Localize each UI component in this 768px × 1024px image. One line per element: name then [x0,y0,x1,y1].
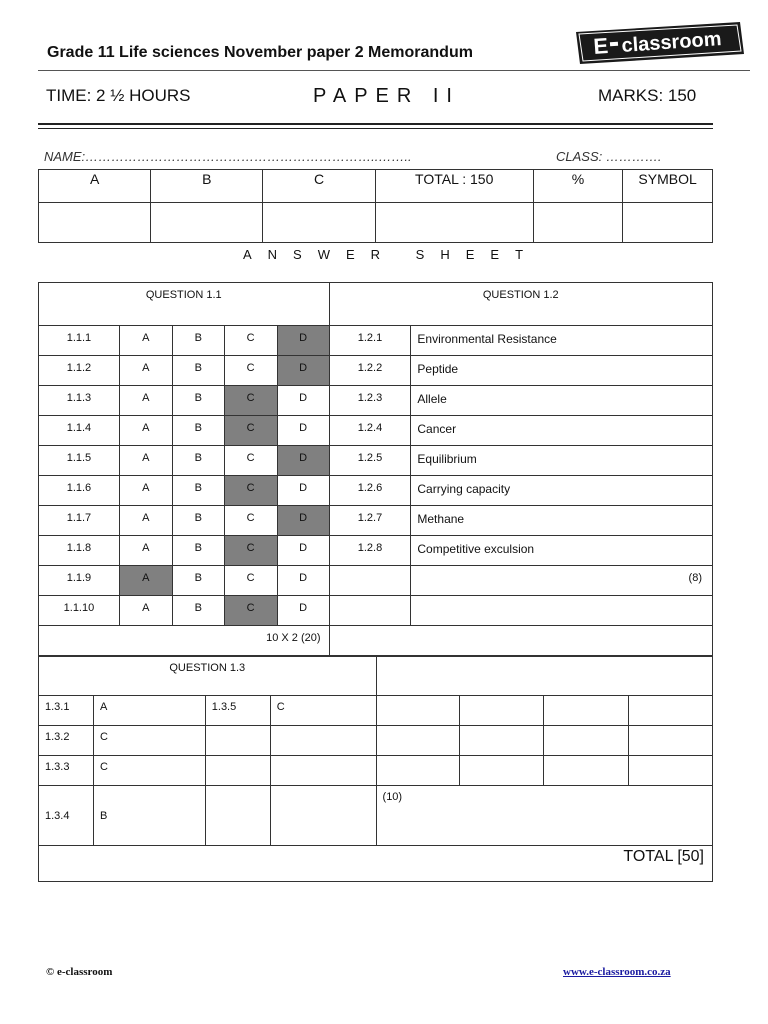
q12-number: 1.2.3 [329,386,411,416]
empty-cell [544,696,629,726]
q12-number: 1.2.1 [329,326,411,356]
q11-option-b: B [172,536,224,566]
divider-thick [38,123,713,125]
q11-number: 1.1.8 [39,536,120,566]
q11-number: 1.1.2 [39,356,120,386]
empty-cell [329,626,712,657]
q11-number: 1.1.9 [39,566,120,596]
score-header-total: TOTAL : 150 [375,170,533,203]
q13-answer: C [93,756,205,786]
q11-option-b: B [172,596,224,626]
q11-option-d: D [277,356,329,386]
q13-number-2: 1.3.5 [205,696,270,726]
q11-option-a: A [119,416,172,446]
score-header-c: C [263,170,375,203]
q11-option-a: A [119,536,172,566]
score-table [38,169,713,243]
q11-option-b: B [172,416,224,446]
table-row [39,596,713,626]
score-cell [375,203,533,243]
question-1-3-title: QUESTION 1.3 [39,656,377,696]
q11-number: 1.1.3 [39,386,120,416]
q11-option-a: A [119,476,172,506]
paper-label: PAPER II [313,85,460,107]
q12-number: 1.2.7 [329,506,411,536]
answer-sheet-title: ANSWER SHEET [243,247,540,262]
score-cell [623,203,713,243]
q11-option-c: C [224,326,277,356]
q11-option-c: C [224,596,277,626]
q11-option-b: B [172,326,224,356]
q11-number: 1.1.7 [39,506,120,536]
q11-option-c: C [224,446,277,476]
q12-answer: Equilibrium [411,446,713,476]
q12-number: 1.2.2 [329,356,411,386]
q11-option-a: A [119,386,172,416]
empty-cell [329,596,411,626]
q13-answer-2 [270,786,376,846]
header-divider [38,70,750,71]
marks-label: MARKS: 150 [598,86,697,105]
q11-option-b: B [172,506,224,536]
table-row [39,446,713,476]
q12-marks: (8) [411,566,713,596]
table-row [39,536,713,566]
question-1-1-title: QUESTION 1.1 [39,283,330,326]
footer-website-link[interactable]: www.e-classroom.co.za [563,966,671,978]
q11-number: 1.1.1 [39,326,120,356]
time-label: TIME: 2 ½ HOURS [46,86,191,105]
empty-cell [629,726,713,756]
score-cell [263,203,375,243]
q13-number: 1.3.4 [39,786,94,846]
score-header-symbol: SYMBOL [623,170,713,203]
table-row [39,356,713,386]
q11-option-c: C [224,536,277,566]
table-row [39,566,713,596]
q13-number: 1.3.2 [39,726,94,756]
q11-option-d: D [277,476,329,506]
empty-cell [544,756,629,786]
table-row [39,326,713,356]
q11-option-c: C [224,476,277,506]
table-row [39,786,713,846]
q11-number: 1.1.10 [39,596,120,626]
document-title: Grade 11 Life sciences November paper 2 Memorandum [47,44,473,61]
empty-cell [376,756,460,786]
q13-answer-2 [270,756,376,786]
q11-option-d: D [277,326,329,356]
table-row [39,506,713,536]
empty-cell [376,656,712,696]
q11-option-c: C [224,416,277,446]
q11-option-a: A [119,596,172,626]
q12-answer: Carrying capacity [411,476,713,506]
q13-answer-2 [270,726,376,756]
q11-option-d: D [277,506,329,536]
empty-cell [544,726,629,756]
q11-number: 1.1.4 [39,416,120,446]
q11-option-b: B [172,356,224,386]
q11-marks: 10 X 2 (20) [39,626,330,657]
q12-answer: Environmental Resistance [411,326,713,356]
score-header-a: A [39,170,151,203]
q11-option-a: A [119,566,172,596]
empty-cell [411,596,713,626]
q12-answer: Cancer [411,416,713,446]
q11-option-c: C [224,386,277,416]
q13-number: 1.3.1 [39,696,94,726]
q11-option-a: A [119,506,172,536]
empty-cell [629,756,713,786]
table-row [39,416,713,446]
q13-number-2 [205,756,270,786]
q12-answer: Allele [411,386,713,416]
q11-option-b: B [172,476,224,506]
q11-option-d: D [277,386,329,416]
q11-option-d: D [277,416,329,446]
q11-option-c: C [224,506,277,536]
question-1-2-title: QUESTION 1.2 [329,283,712,326]
q11-option-d: D [277,446,329,476]
question-1-3-table [38,655,713,882]
q12-answer: Peptide [411,356,713,386]
q13-answer: B [93,786,205,846]
q12-answer: Methane [411,506,713,536]
q13-answer-2: C [270,696,376,726]
svg-text:E: E [592,33,610,59]
table-row [39,726,713,756]
table-row [39,386,713,416]
q11-option-c: C [224,356,277,386]
score-header-b: B [151,170,263,203]
q11-option-d: D [277,566,329,596]
q13-answer: C [93,726,205,756]
table-row [39,756,713,786]
score-cell [533,203,622,243]
empty-cell [629,696,713,726]
divider-thin [38,128,713,129]
score-header-percent: % [533,170,622,203]
q12-number: 1.2.4 [329,416,411,446]
table-row [39,476,713,506]
q13-number-2 [205,786,270,846]
answer-table [38,282,713,657]
q13-marks: (10) [376,786,712,846]
q11-option-b: B [172,446,224,476]
empty-cell [376,696,460,726]
q11-option-b: B [172,566,224,596]
q13-number-2 [205,726,270,756]
q11-option-a: A [119,326,172,356]
q11-number: 1.1.5 [39,446,120,476]
q11-option-d: D [277,536,329,566]
e-classroom-logo [570,20,746,66]
total-label: TOTAL [50] [39,846,713,882]
footer-copyright: © e-classroom [46,966,113,978]
score-cell [151,203,263,243]
q12-number: 1.2.5 [329,446,411,476]
q11-option-c: C [224,566,277,596]
empty-cell [329,566,411,596]
q11-option-a: A [119,446,172,476]
q12-answer: Competitive exculsion [411,536,713,566]
name-field: NAME:…………………………………………………………..…….. [44,149,412,164]
score-cell [39,203,151,243]
svg-text:classroom: classroom [620,28,723,57]
class-field: CLASS: …………. [556,149,662,164]
empty-cell [460,756,544,786]
empty-cell [460,696,544,726]
q11-option-b: B [172,386,224,416]
empty-cell [376,726,460,756]
q12-number: 1.2.8 [329,536,411,566]
empty-cell [460,726,544,756]
q11-option-d: D [277,596,329,626]
q11-option-a: A [119,356,172,386]
q11-number: 1.1.6 [39,476,120,506]
q12-number: 1.2.6 [329,476,411,506]
q13-number: 1.3.3 [39,756,94,786]
q13-answer: A [93,696,205,726]
table-row [39,696,713,726]
